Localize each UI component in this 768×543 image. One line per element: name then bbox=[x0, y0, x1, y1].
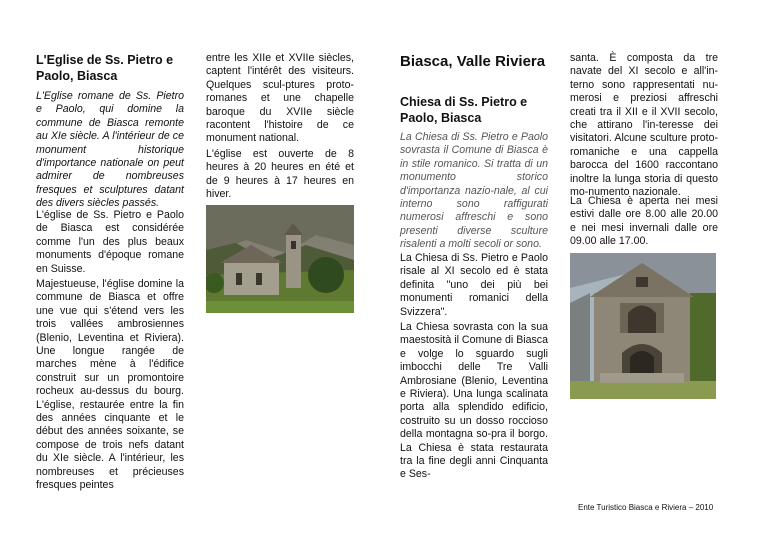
church-facade-photo bbox=[570, 253, 716, 399]
french-title: L'Eglise de Ss. Pietro e Paolo, Biasca bbox=[36, 53, 174, 83]
french-intro: L'Eglise romane de Ss. Pietro e Paolo, qui domine la commune de Biasca remonte au XIe siècle. A l'intérieur de ce monument historique d'importance nationale on peut admirer de nombreuses fresques et sculptures datant des divers siècles passés. bbox=[36, 90, 184, 210]
footer-credit: Ente Turistico Biasca e Riviera – 2010 bbox=[578, 503, 714, 512]
church-landscape-photo bbox=[206, 205, 354, 313]
italian-title: Chiesa di Ss. Pietro e Paolo, Biasca bbox=[400, 95, 528, 125]
italian-paragraph-1: La Chiesa di Ss. Pietro e Paolo risale al XI secolo ed è stata definita "uno dei più bei monumenti romanici della Svizzera". bbox=[400, 252, 548, 318]
italian-paragraph-2: La Chiesa sovrasta con la sua maestosità il Comune di Biasca e volge lo sguardo sugli imbocchi delle Tre Valli Ambrosiane (Blenio, Leventina e Riviera). Una lunga scalinata porta alla splendido edificio, costruito su un dosso roccioso della montagna so-pra il borgo. La Chiesa è stata restaurata tra la fine degli anni Cinquanta e Ses- bbox=[400, 321, 548, 481]
french-paragraph-4: L'église est ouverte de 8 heures à 20 heures en été et de 9 heures à 17 heures en hiver. bbox=[206, 148, 354, 201]
italian-paragraph-4: La Chiesa è aperta nei mesi estivi dalle ore 8.00 alle 20.00 e nei mesi invernali dalle ore 09.00 alle 17.00. bbox=[570, 195, 718, 248]
italian-paragraph-3: santa. È composta da tre navate del XI secolo e all'in-terno sono rappresentati nu-merosi e preziosi affreschi creati tra il XII e il XVII secolo, che attirano l'in-teresse dei visitatori. Alcune sculture proto-romaniche e una cappella barocca del 1600 raccontano inoltre la lunga storia di questo mo-numento nazionale. bbox=[570, 52, 718, 199]
italian-main-title: Biasca, Valle Riviera bbox=[400, 53, 546, 70]
french-paragraph-1: L'église de Ss. Pietro e Paolo de Biasca est considérée comme l'un des plus beaux monuments d'époque romane en Suisse. bbox=[36, 209, 184, 275]
french-paragraph-2: Majestueuse, l'église domine la commune de Biasca et offre une vue qui s'étend vers les trois vallées ambrosiennes (Blenio, Leventina et Riviera). Une longue rangée de marches mène à l'édifice construit sur un promontoire rocheux au-dessus du bourg. L'église, restaurée entre la fin des années cinquante et le début des années soixante, se compose de trois nefs datant du XIe siècle. A l'intérieur, les nombreuses et précieuses fresques peintes bbox=[36, 278, 184, 492]
french-paragraph-3: entre les XIIe et XVIIe siècles, captent l'intérêt des visiteurs. Quelques scul-ptures proto-romanes et une chapelle baroque du XVIIe siècle racontent l'histoire de ce monument national. bbox=[206, 52, 354, 145]
italian-intro: La Chiesa di Ss. Pietro e Paolo sovrasta il Comune di Biasca è in stile romanico. Si tratta di un monumento storico d'importanza nazio-nale, al cui interno sono raffigurati numerosi affreschi e sono presenti diverse sculture risalenti a molti secoli or sono. bbox=[400, 131, 548, 251]
